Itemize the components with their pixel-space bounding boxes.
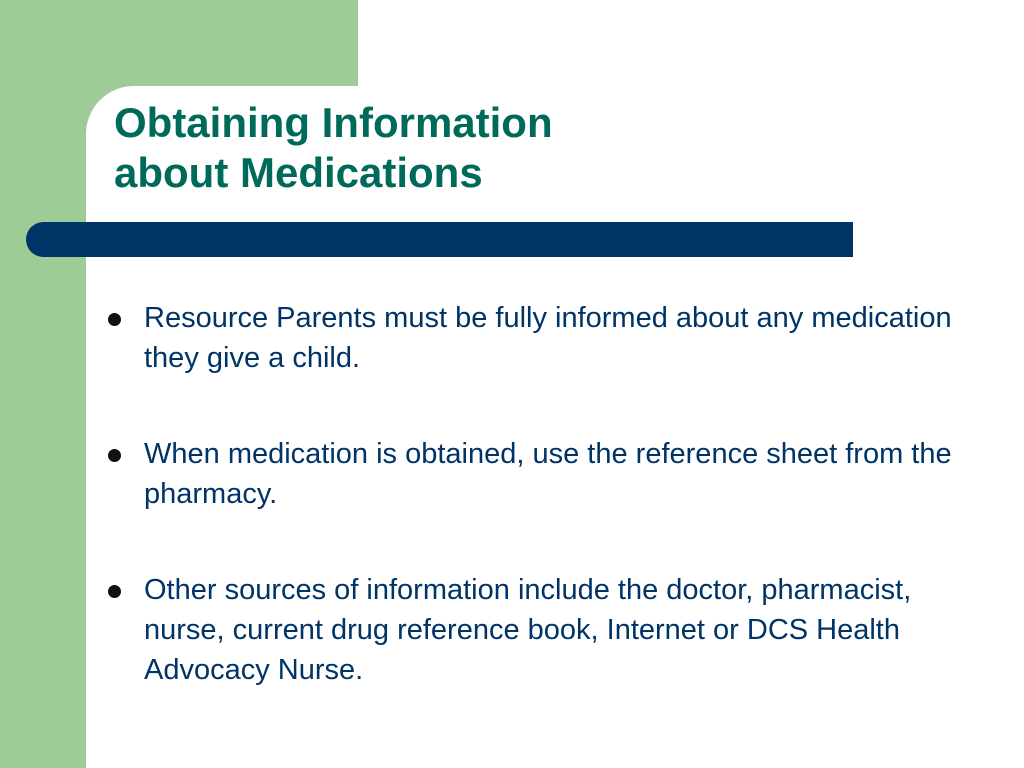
decorative-navy-bar (26, 222, 853, 257)
bullet-text: Other sources of information include the doctor, pharmacist, nurse, current drug reference book, Internet or DCS Health Advocacy Nurse. (144, 574, 912, 686)
bullet-dot-icon (108, 313, 121, 326)
bullet-item (100, 298, 980, 378)
slide-title-line-2: about Medications (114, 149, 483, 196)
decorative-green-block (0, 0, 358, 86)
slide-title-line-1: Obtaining Information (114, 99, 553, 146)
decorative-green-strip (0, 0, 86, 768)
bullet-item (100, 434, 980, 514)
bullet-text: When medication is obtained, use the reference sheet from the pharmacy. (144, 438, 952, 510)
bullet-dot-icon (108, 585, 121, 598)
bullet-list (100, 298, 980, 746)
bullet-item (100, 570, 980, 690)
bullet-dot-icon (108, 449, 121, 462)
bullet-text: Resource Parents must be fully informed about any medication they give a child. (144, 302, 952, 374)
slide-title (114, 98, 814, 198)
